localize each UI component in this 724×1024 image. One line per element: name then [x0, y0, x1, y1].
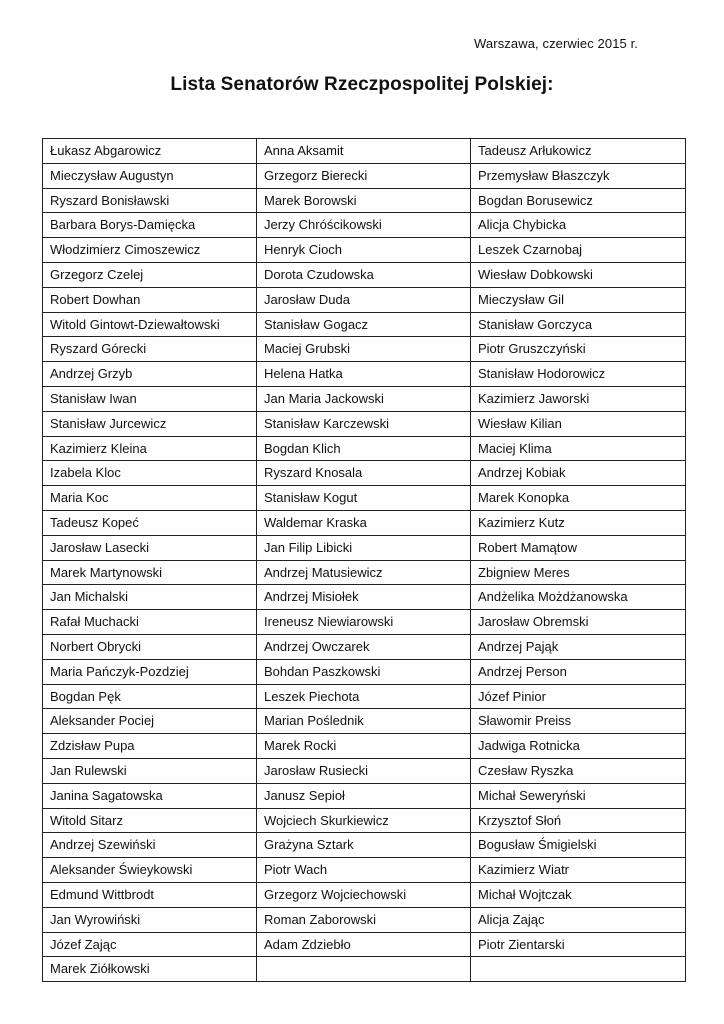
senator-name-cell: Stanisław Iwan — [43, 386, 257, 411]
senator-name-cell: Stanisław Gorczyca — [471, 312, 686, 337]
table-row — [43, 882, 686, 907]
senator-name-cell: Marian Poślednik — [257, 709, 471, 734]
table-row — [43, 783, 686, 808]
table-row — [43, 510, 686, 535]
table-row — [43, 262, 686, 287]
senator-name-cell: Wojciech Skurkiewicz — [257, 808, 471, 833]
senator-name-cell: Michał Wojtczak — [471, 882, 686, 907]
place-date: Warszawa, czerwiec 2015 r. — [474, 36, 638, 51]
senator-name-cell: Jarosław Rusiecki — [257, 758, 471, 783]
senator-name-cell: Waldemar Kraska — [257, 510, 471, 535]
senator-name-cell: Jarosław Duda — [257, 287, 471, 312]
senator-name-cell: Anna Aksamit — [257, 139, 471, 164]
table-row — [43, 436, 686, 461]
table-row — [43, 139, 686, 164]
table-row — [43, 486, 686, 511]
table-row — [43, 709, 686, 734]
senator-name-cell: Grzegorz Wojciechowski — [257, 882, 471, 907]
senator-name-cell: Robert Mamątow — [471, 535, 686, 560]
senator-name-cell: Andrzej Kobiak — [471, 461, 686, 486]
senator-name-cell: Izabela Kloc — [43, 461, 257, 486]
senator-name-cell: Jadwiga Rotnicka — [471, 734, 686, 759]
senator-name-cell: Stanisław Kogut — [257, 486, 471, 511]
table-row — [43, 634, 686, 659]
senator-name-cell: Maria Pańczyk-Pozdziej — [43, 659, 257, 684]
senator-name-cell: Andrzej Pająk — [471, 634, 686, 659]
senator-name-cell: Bogusław Śmigielski — [471, 833, 686, 858]
senator-name-cell: Piotr Wach — [257, 858, 471, 883]
senator-name-cell: Adam Zdziebło — [257, 932, 471, 957]
senator-name-cell: Czesław Ryszka — [471, 758, 686, 783]
table-row — [43, 610, 686, 635]
table-row — [43, 585, 686, 610]
senator-name-cell: Andrzej Szewiński — [43, 833, 257, 858]
senator-name-cell: Helena Hatka — [257, 362, 471, 387]
table-row — [43, 684, 686, 709]
table-row — [43, 188, 686, 213]
senator-name-cell: Stanisław Jurcewicz — [43, 411, 257, 436]
table-row — [43, 386, 686, 411]
senator-name-cell: Maria Koc — [43, 486, 257, 511]
senator-name-cell: Roman Zaborowski — [257, 907, 471, 932]
table-row — [43, 560, 686, 585]
senators-table — [42, 138, 686, 982]
senator-name-cell: Kazimierz Kleina — [43, 436, 257, 461]
senator-name-cell: Jan Maria Jackowski — [257, 386, 471, 411]
senator-name-cell: Grzegorz Czelej — [43, 262, 257, 287]
senator-name-cell: Henryk Cioch — [257, 238, 471, 263]
table-row — [43, 312, 686, 337]
senator-name-cell — [471, 957, 686, 982]
senators-table-body — [43, 139, 686, 982]
table-row — [43, 734, 686, 759]
senator-name-cell: Janina Sagatowska — [43, 783, 257, 808]
senator-name-cell: Leszek Czarnobaj — [471, 238, 686, 263]
senator-name-cell: Jan Wyrowiński — [43, 907, 257, 932]
senator-name-cell: Andrzej Matusiewicz — [257, 560, 471, 585]
senator-name-cell: Józef Pinior — [471, 684, 686, 709]
document-title: Lista Senatorów Rzeczpospolitej Polskiej: — [170, 74, 554, 95]
senator-name-cell: Witold Sitarz — [43, 808, 257, 833]
senator-name-cell: Bohdan Paszkowski — [257, 659, 471, 684]
senator-name-cell: Barbara Borys-Damięcka — [43, 213, 257, 238]
senator-name-cell: Marek Konopka — [471, 486, 686, 511]
senator-name-cell: Wiesław Dobkowski — [471, 262, 686, 287]
table-row — [43, 287, 686, 312]
senator-name-cell: Ryszard Knosala — [257, 461, 471, 486]
senator-name-cell: Mieczysław Gil — [471, 287, 686, 312]
senator-name-cell: Norbert Obrycki — [43, 634, 257, 659]
senator-name-cell: Witold Gintowt-Dziewałtowski — [43, 312, 257, 337]
senator-name-cell: Jan Rulewski — [43, 758, 257, 783]
senator-name-cell: Marek Borowski — [257, 188, 471, 213]
senator-name-cell: Jarosław Lasecki — [43, 535, 257, 560]
table-row — [43, 659, 686, 684]
senator-name-cell: Stanisław Hodorowicz — [471, 362, 686, 387]
senator-name-cell: Andżelika Możdżanowska — [471, 585, 686, 610]
senator-name-cell: Leszek Piechota — [257, 684, 471, 709]
senator-name-cell: Janusz Sepioł — [257, 783, 471, 808]
table-row — [43, 461, 686, 486]
senator-name-cell: Stanisław Gogacz — [257, 312, 471, 337]
senator-name-cell: Marek Ziółkowski — [43, 957, 257, 982]
senator-name-cell: Mieczysław Augustyn — [43, 163, 257, 188]
senator-name-cell: Przemysław Błaszczyk — [471, 163, 686, 188]
senator-name-cell: Grzegorz Bierecki — [257, 163, 471, 188]
table-row — [43, 907, 686, 932]
senator-name-cell: Andrzej Misiołek — [257, 585, 471, 610]
senator-name-cell: Grażyna Sztark — [257, 833, 471, 858]
senator-name-cell: Tadeusz Arłukowicz — [471, 139, 686, 164]
senator-name-cell: Krzysztof Słoń — [471, 808, 686, 833]
senator-name-cell: Bogdan Borusewicz — [471, 188, 686, 213]
senator-name-cell: Bogdan Klich — [257, 436, 471, 461]
senator-name-cell: Ryszard Bonisławski — [43, 188, 257, 213]
senator-name-cell: Ryszard Górecki — [43, 337, 257, 362]
table-row — [43, 238, 686, 263]
senator-name-cell: Wiesław Kilian — [471, 411, 686, 436]
senator-name-cell: Kazimierz Kutz — [471, 510, 686, 535]
senator-name-cell: Ireneusz Niewiarowski — [257, 610, 471, 635]
senator-name-cell — [257, 957, 471, 982]
senator-name-cell: Jarosław Obremski — [471, 610, 686, 635]
senator-name-cell: Marek Martynowski — [43, 560, 257, 585]
senator-name-cell: Dorota Czudowska — [257, 262, 471, 287]
table-row — [43, 833, 686, 858]
senator-name-cell: Zbigniew Meres — [471, 560, 686, 585]
senator-name-cell: Edmund Wittbrodt — [43, 882, 257, 907]
senator-name-cell: Andrzej Grzyb — [43, 362, 257, 387]
senator-name-cell: Jan Filip Libicki — [257, 535, 471, 560]
table-row — [43, 758, 686, 783]
table-row — [43, 337, 686, 362]
senator-name-cell: Marek Rocki — [257, 734, 471, 759]
senator-name-cell: Robert Dowhan — [43, 287, 257, 312]
senator-name-cell: Maciej Klima — [471, 436, 686, 461]
senator-name-cell: Zdzisław Pupa — [43, 734, 257, 759]
table-row — [43, 411, 686, 436]
senator-name-cell: Sławomir Preiss — [471, 709, 686, 734]
senator-name-cell: Piotr Zientarski — [471, 932, 686, 957]
table-row — [43, 163, 686, 188]
senator-name-cell: Aleksander Pociej — [43, 709, 257, 734]
table-row — [43, 213, 686, 238]
table-row — [43, 858, 686, 883]
senator-name-cell: Jerzy Chróścikowski — [257, 213, 471, 238]
senator-name-cell: Józef Zając — [43, 932, 257, 957]
senator-name-cell: Stanisław Karczewski — [257, 411, 471, 436]
senator-name-cell: Andrzej Person — [471, 659, 686, 684]
senator-name-cell: Łukasz Abgarowicz — [43, 139, 257, 164]
senator-name-cell: Bogdan Pęk — [43, 684, 257, 709]
senator-name-cell: Tadeusz Kopeć — [43, 510, 257, 535]
senator-name-cell: Michał Seweryński — [471, 783, 686, 808]
senator-name-cell: Kazimierz Wiatr — [471, 858, 686, 883]
table-row — [43, 362, 686, 387]
senator-name-cell: Alicja Chybicka — [471, 213, 686, 238]
table-row — [43, 535, 686, 560]
senator-name-cell: Rafał Muchacki — [43, 610, 257, 635]
table-row — [43, 957, 686, 982]
senator-name-cell: Alicja Zając — [471, 907, 686, 932]
senator-name-cell: Andrzej Owczarek — [257, 634, 471, 659]
senator-name-cell: Maciej Grubski — [257, 337, 471, 362]
senator-name-cell: Aleksander Świeykowski — [43, 858, 257, 883]
senator-name-cell: Jan Michalski — [43, 585, 257, 610]
senator-name-cell: Piotr Gruszczyński — [471, 337, 686, 362]
senator-name-cell: Włodzimierz Cimoszewicz — [43, 238, 257, 263]
table-row — [43, 808, 686, 833]
senator-name-cell: Kazimierz Jaworski — [471, 386, 686, 411]
table-row — [43, 932, 686, 957]
